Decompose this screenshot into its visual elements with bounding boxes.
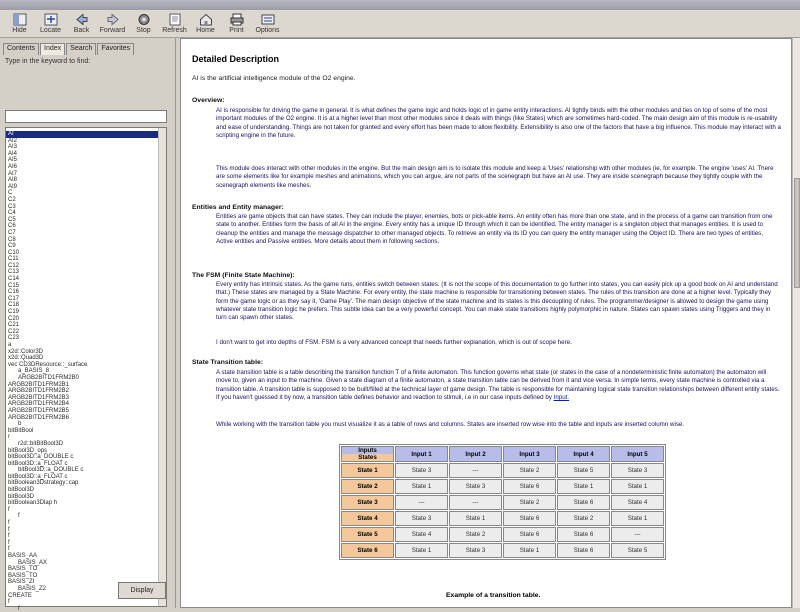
index-list-item[interactable]: f bbox=[8, 526, 10, 533]
table-header-input-3: Input 3 bbox=[503, 446, 556, 462]
table-cell: State 2 bbox=[557, 511, 610, 526]
index-list-item[interactable]: C bbox=[8, 190, 13, 197]
nav-tabs bbox=[3, 43, 135, 55]
index-list-item[interactable]: f bbox=[8, 599, 10, 606]
table-header-input-4: Input 4 bbox=[557, 446, 610, 462]
index-list-item[interactable]: bitBool3D bbox=[8, 493, 35, 500]
index-list-item[interactable]: bitBool3D::a_DOUBLE c bbox=[18, 467, 84, 474]
table-cell: State 4 bbox=[611, 495, 664, 510]
index-list-item[interactable]: ARGB2BITD1FRM2B3 bbox=[8, 394, 70, 401]
index-list-item[interactable]: AI5 bbox=[8, 157, 18, 164]
table-cell: State 4 bbox=[395, 527, 448, 542]
corner-states-label: States bbox=[342, 454, 393, 461]
index-list-item[interactable]: r2d::bitBitBool3D bbox=[18, 440, 64, 447]
index-list-item[interactable]: BASIS_Z2 bbox=[18, 585, 47, 592]
table-cell: State 3 bbox=[395, 463, 448, 478]
table-cell: State 3 bbox=[611, 463, 664, 478]
index-list-item[interactable]: bitBoolean3Dlap h bbox=[8, 500, 58, 507]
hide-label: Hide bbox=[12, 27, 27, 34]
table-cell: State 1 bbox=[503, 543, 556, 558]
index-list-scrollbar[interactable] bbox=[158, 128, 166, 606]
print-button[interactable] bbox=[221, 10, 252, 37]
table-caption: Example of a transition table. bbox=[446, 592, 541, 599]
index-list-item[interactable]: AI bbox=[6, 131, 166, 138]
index-list-item[interactable]: x2d::Color3D bbox=[8, 348, 44, 355]
tab-index[interactable]: Index bbox=[40, 43, 65, 55]
entities-paragraph: Entities are game objects that can have states. They can include the player, enemies, bots or pick-able items. An entity often has more than one state, and in the process of a game can transition from one state to another. Entities form the basis of all AI in the engine. Every entity has a unique ID through which it can be identified. The entity manager is a singleton object that manages entities. It is used to cleanup the entities and manage the message dispatcher to other managed objects. To retrieve an entity via its ID you can query the entity manager using the Object ID. There are two types of entities, Active entities and Passive entities. More details about them in following sections. bbox=[216, 213, 773, 245]
index-list-item[interactable]: f bbox=[8, 539, 10, 546]
table-row bbox=[341, 527, 664, 542]
index-list-item[interactable]: b bbox=[18, 421, 22, 428]
table-cell: State 2 bbox=[449, 527, 502, 542]
index-list-item[interactable]: f bbox=[8, 520, 10, 527]
transition-table bbox=[339, 444, 666, 560]
index-list-item[interactable]: f bbox=[8, 506, 10, 513]
index-list-item[interactable]: C20 bbox=[8, 315, 20, 322]
table-row-state: State 3 bbox=[341, 495, 394, 510]
back-button[interactable] bbox=[66, 10, 97, 37]
table-row bbox=[341, 511, 664, 526]
index-list-item[interactable]: C4 bbox=[8, 210, 16, 217]
index-list-item[interactable]: C13 bbox=[8, 269, 20, 276]
table-row-state: State 5 bbox=[341, 527, 394, 542]
index-list-item[interactable]: BASIS_AA bbox=[8, 553, 38, 559]
index-list-item[interactable]: AI7 bbox=[8, 170, 18, 177]
table-cell: State 6 bbox=[503, 511, 556, 526]
refresh-button[interactable] bbox=[159, 10, 190, 37]
index-list-item[interactable]: vec CD3DResource::_surface bbox=[8, 361, 88, 368]
index-list-item[interactable]: ARGB2BITD1FRM2B4 bbox=[8, 401, 70, 408]
index-list-item[interactable]: AI8 bbox=[8, 177, 18, 184]
locate-button[interactable] bbox=[35, 10, 66, 37]
entities-heading: Entities and Entity manager: bbox=[192, 204, 284, 211]
stop-label: Stop bbox=[136, 27, 151, 34]
content-pane bbox=[180, 38, 792, 608]
forward-icon bbox=[106, 13, 120, 26]
table-cell: State 3 bbox=[449, 479, 502, 494]
fsm-heading: The FSM (Finite State Machine): bbox=[192, 272, 295, 279]
index-list-item[interactable]: C18 bbox=[8, 302, 20, 309]
index-items bbox=[6, 128, 166, 612]
table-cell: State 1 bbox=[449, 511, 502, 526]
index-list-item[interactable]: AI3 bbox=[8, 144, 18, 151]
table-row-state: State 1 bbox=[341, 463, 394, 478]
table-row-state: State 6 bbox=[341, 543, 394, 558]
index-list-item[interactable]: f bbox=[8, 546, 10, 553]
table-cell: State 5 bbox=[557, 463, 610, 478]
index-list-item[interactable]: C10 bbox=[8, 249, 20, 256]
print-icon bbox=[230, 13, 244, 26]
refresh-label: Refresh bbox=[162, 27, 187, 34]
table-cell: State 2 bbox=[503, 463, 556, 478]
table-cell: --- bbox=[449, 495, 502, 510]
tab-contents[interactable]: Contents bbox=[3, 43, 39, 55]
table-cell: State 6 bbox=[503, 479, 556, 494]
index-list-item[interactable]: C8 bbox=[8, 236, 16, 243]
title-bar bbox=[0, 0, 800, 10]
transition-paragraph-text: A state transition table is a table describing the transition function T of a finite automaton. This function governs what state (or states in the case of a nondeterministic finite automaton) the automaton will move to, given an input to the machine. Given a state diagram of a finite automaton, a state transition table can be derived from it and vice versa. In simple terms, every state machine is controlled via a transition table. A transition table is supposed to be built/filled at the technical layer of game design. The table is responsible for maintaining logical state transition relationships between different entity states. If you haven't guessed it by now, a transition table defines behavior and reaction to stimuli, i.e in our case inputs defined by bbox=[216, 369, 780, 401]
forward-button[interactable] bbox=[97, 10, 128, 37]
index-list-item[interactable]: C22 bbox=[8, 328, 20, 335]
index-list-item[interactable]: r bbox=[8, 434, 10, 441]
table-cell: --- bbox=[611, 527, 664, 542]
options-icon bbox=[261, 13, 275, 26]
table-cell: --- bbox=[395, 495, 448, 510]
index-list-item[interactable]: BASIS_TO bbox=[8, 566, 38, 573]
locate-label: Locate bbox=[39, 27, 62, 34]
table-row-state: State 2 bbox=[341, 479, 394, 494]
table-cell: State 5 bbox=[611, 543, 664, 558]
hide-button[interactable] bbox=[4, 10, 35, 37]
index-list-item[interactable]: bitBool3D bbox=[8, 487, 35, 494]
index-list-item[interactable]: AI6 bbox=[8, 163, 18, 170]
stop-button[interactable] bbox=[128, 10, 159, 37]
input-link[interactable]: Input. bbox=[553, 393, 570, 401]
index-list-item[interactable]: ARGB2BITD1FRM2B6 bbox=[8, 414, 70, 421]
index-list-item[interactable]: BASIS_AX bbox=[18, 559, 48, 566]
index-list-item[interactable]: bitBoolean3Dstrategy::cap bbox=[8, 480, 79, 487]
home-icon bbox=[199, 13, 213, 26]
table-cell: State 6 bbox=[557, 527, 610, 542]
index-list-item[interactable]: AI2 bbox=[8, 137, 18, 144]
content-scrollbar[interactable] bbox=[792, 38, 800, 608]
index-list-item[interactable]: C5 bbox=[8, 216, 16, 223]
table-cell: State 1 bbox=[395, 479, 448, 494]
options-label: Options bbox=[255, 27, 280, 34]
index-list-item[interactable]: x2d::Quad3D bbox=[8, 355, 44, 362]
index-list-item[interactable]: ARGB2BITD1FRM2B5 bbox=[8, 407, 70, 414]
stop-icon bbox=[137, 13, 151, 26]
intro-text: AI is the artificial intelligence module of the O2 engine. bbox=[192, 75, 356, 82]
table-corner bbox=[341, 446, 394, 462]
table-cell: State 1 bbox=[395, 543, 448, 558]
index-list-item[interactable]: C11 bbox=[8, 256, 19, 263]
overview-paragraph-2: This module does interact with other modules in the engine. But the main design aim is to isolate this module and keep a 'Uses' relationship with other modules (ie, for example. The engine 'uses' AI. There are some elements like for example meshes and animations, which you can argue, are not parts of the scenegraph but have an AI use. They are inside scenegraph because they tightly couple with the scenegraph elements like meshes. bbox=[216, 165, 774, 189]
index-list-item[interactable]: C17 bbox=[8, 295, 20, 302]
keyword-label: Type in the keyword to find: bbox=[5, 58, 91, 65]
home-button[interactable] bbox=[190, 10, 221, 37]
index-list-item[interactable]: AI4 bbox=[8, 150, 18, 157]
index-list-item[interactable]: C23 bbox=[8, 335, 20, 342]
keyword-input[interactable] bbox=[5, 110, 167, 123]
index-list-item[interactable]: ARGB2BITD1FRM2B2 bbox=[8, 388, 70, 395]
index-list-item[interactable]: bitBool3D::a_DOUBLE c bbox=[8, 454, 74, 461]
locate-icon bbox=[44, 13, 58, 26]
index-list-item[interactable]: C19 bbox=[8, 309, 20, 316]
index-list-item[interactable]: BASIS_TO bbox=[8, 572, 38, 579]
index-list-item[interactable]: f bbox=[8, 533, 10, 540]
table-body bbox=[341, 463, 664, 558]
index-list-item[interactable]: C16 bbox=[8, 289, 20, 296]
transition-paragraph-1 bbox=[216, 369, 781, 402]
display-button[interactable]: Display bbox=[118, 582, 166, 599]
transition-paragraph-2: While working with the transition table you must visualize it as a table of rows and columns. States are inserted row wise into the table and inputs are inserted column wise. bbox=[216, 421, 685, 428]
refresh-icon bbox=[168, 13, 182, 26]
fsm-paragraph-1: Every entity has intrinsic states. As the game runs, entities switch between states. (It is not the scope of this documentation to go further into states, you can easily pick up a good book on AI and understand that.) These states are managed by a State Machine. For every entity, the state machine is responsible for transitioning between states. The rules of this transition are done at a higher level. Typically they form the game logic or as they say it, 'Game Play'. The main design objective of the state machine and its states is this decoupling of rules. The programmer/designer is allowed to design the game using whatever state transition logic he prefers. This subtle idea can be a very powerful concept. You can make state transitions highly polymorphic in nature. States can spawn states using Triggers and they in turn can spawn other states. bbox=[216, 281, 778, 322]
table-cell: --- bbox=[449, 463, 502, 478]
table-cell: State 2 bbox=[503, 495, 556, 510]
navigation-pane bbox=[0, 38, 176, 612]
forward-label: Forward bbox=[99, 27, 126, 34]
index-list-item[interactable]: f bbox=[18, 605, 20, 612]
tab-favorites[interactable]: Favorites bbox=[97, 43, 134, 55]
index-list-item[interactable]: a bbox=[8, 342, 12, 348]
index-list-item[interactable]: ARGB2BITD1FRM2B0 bbox=[18, 374, 80, 381]
table-header-row bbox=[341, 446, 664, 462]
page-title: Detailed Description bbox=[192, 54, 280, 64]
table-header-input-5: Input 5 bbox=[611, 446, 664, 462]
back-label: Back bbox=[73, 27, 90, 34]
scrollbar-thumb[interactable] bbox=[794, 178, 800, 288]
index-list-item[interactable]: ARGB2BITD1FRM2B1 bbox=[8, 381, 70, 388]
index-list-item[interactable]: CREATE bbox=[8, 592, 32, 599]
table-cell: State 1 bbox=[611, 479, 664, 494]
index-list-item[interactable]: C14 bbox=[8, 276, 20, 283]
fsm-paragraph-2: I don't want to get into depths of FSM. FSM is a very advanced concept that needs further explanation, which is out of scope here. bbox=[216, 339, 572, 346]
index-list-item[interactable]: C9 bbox=[8, 243, 16, 250]
index-list-item[interactable]: C6 bbox=[8, 223, 16, 230]
table-cell: State 6 bbox=[557, 495, 610, 510]
options-button[interactable] bbox=[252, 10, 283, 37]
hide-icon bbox=[13, 13, 27, 26]
table-row bbox=[341, 463, 664, 478]
table-cell: State 3 bbox=[449, 543, 502, 558]
overview-heading: Overview: bbox=[192, 97, 225, 104]
table-cell: State 3 bbox=[395, 511, 448, 526]
table-row bbox=[341, 495, 664, 510]
index-list-item[interactable]: C21 bbox=[8, 322, 20, 329]
table-cell: State 6 bbox=[557, 543, 610, 558]
transition-heading: State Transition table: bbox=[192, 359, 264, 366]
back-icon bbox=[75, 13, 89, 26]
table-row-state: State 4 bbox=[341, 511, 394, 526]
home-label: Home bbox=[196, 27, 215, 34]
tab-search[interactable]: Search bbox=[66, 43, 96, 55]
table-header-input-2: Input 2 bbox=[449, 446, 502, 462]
index-list-item[interactable]: C7 bbox=[8, 229, 16, 236]
index-list-item[interactable]: BASIS_ZI bbox=[8, 579, 35, 586]
index-list-item[interactable]: AI9 bbox=[8, 183, 18, 190]
corner-inputs-label: Inputs bbox=[342, 447, 393, 454]
index-list-item[interactable]: C12 bbox=[8, 262, 20, 269]
overview-paragraph-1: AI is responsible for driving the game in general. It is what defines the game logic and holds logic of in game entity interactions. AI tightly binds with the other modules and ties on top of some of the most important modules of the O2 engine. It is at a higher level than most other modules since it deals with things (like States) which are sometimes hard-coded. The main design aim of this module is re-usability and ease of understanding. Things are not taken for granted and every effort has been made to allow flexibility. Extensibility is also one of the factors that have a big influence. This module may interact with a scripting engine in the future. bbox=[216, 107, 781, 139]
table-row bbox=[341, 543, 664, 558]
index-list-item[interactable]: C3 bbox=[8, 203, 16, 210]
table-cell: State 1 bbox=[557, 479, 610, 494]
print-label: Print bbox=[229, 27, 244, 34]
index-list-item[interactable]: f bbox=[18, 513, 20, 520]
toolbar bbox=[0, 10, 800, 38]
index-list-item[interactable]: bitBool3D::a_FLOAT c bbox=[8, 473, 68, 480]
index-list[interactable] bbox=[5, 127, 167, 612]
table-row bbox=[341, 479, 664, 494]
index-list-item[interactable]: a_BASIS_8 bbox=[18, 368, 50, 375]
index-list-item[interactable]: bitBool3D::a_FLOAT c bbox=[8, 460, 68, 467]
table-header-input-1: Input 1 bbox=[395, 446, 448, 462]
index-list-item[interactable]: C15 bbox=[8, 282, 20, 289]
index-list-item[interactable]: bitBitBool bbox=[8, 427, 34, 434]
index-list-item[interactable]: bitBool3D_ops bbox=[8, 447, 48, 454]
index-list-item[interactable]: C2 bbox=[8, 196, 16, 203]
table-cell: State 1 bbox=[611, 511, 664, 526]
table-cell: State 6 bbox=[503, 527, 556, 542]
